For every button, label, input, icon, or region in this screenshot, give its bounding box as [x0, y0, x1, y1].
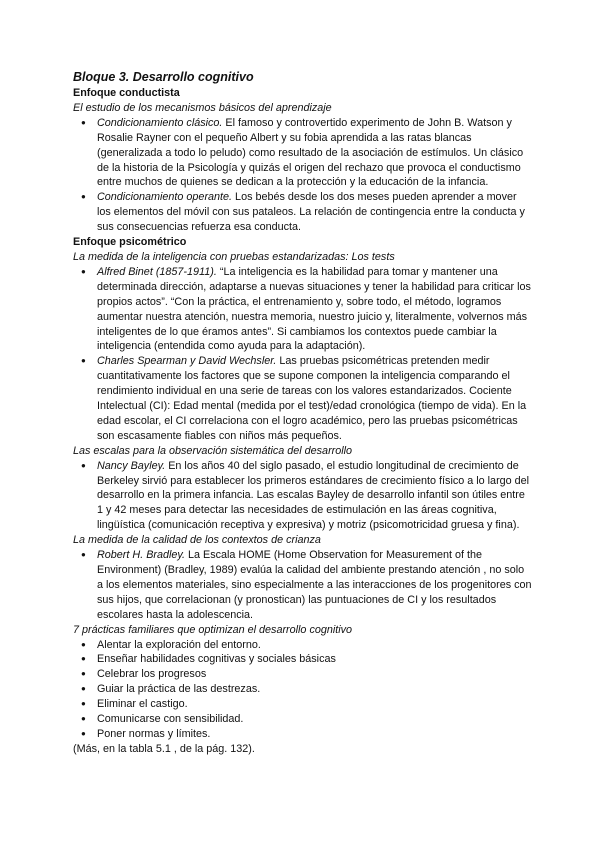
list-item [85, 116, 533, 191]
bullet-list [73, 638, 533, 742]
list-item: ● Enseñar habilidades cognitivas y sociales básicas [85, 652, 533, 667]
list-item: ● Guiar la práctica de las destrezas. [85, 682, 533, 697]
item-text: Las pruebas psicométricas pretenden medir cuantitativamente los factores que se supone componen la inteligencia comparando el rendimiento individual en una serie de tareas con los valores estandarizados. Cociente Intelectual (CI): Edad mental (medida por el test)/edad cronológica (tiempo de vida). En la edad escolar, el CI correlaciona con el logro académico, pero las pruebas psicométricas son escasamente fiables con niños más pequeños. [97, 355, 527, 442]
item-lead: Charles Spearman y David Wechsler. [97, 355, 277, 368]
block-title: Bloque 3. Desarrollo cognitivo [73, 70, 254, 84]
document-page [73, 70, 533, 757]
list-item [85, 265, 533, 354]
item-lead: Condicionamiento clásico. [97, 116, 223, 129]
list-item [85, 459, 533, 534]
footnote: (Más, en la tabla 5.1 , de la pág. 132). [73, 742, 255, 755]
section-heading: Enfoque psicométrico [73, 236, 187, 249]
list-item [85, 354, 533, 443]
item-lead: Nancy Bayley. [97, 459, 166, 472]
item-text: La Escala HOME (Home Observation for Measurement of the Environment) (Bradley, 1989) evalúa la calidad del ambiente prestando atención , no solo a los elementos materiales, sino especialmente a las interacciones de los progenitores con sus hijos, que correlacionan (y pronostican) las puntuaciones de CI y los resultados escolares hasta la adolescencia. [97, 549, 532, 621]
list-item [85, 548, 533, 623]
item-lead: Condicionamiento operante. [97, 191, 233, 204]
list-item: ● Eliminar el castigo. [85, 697, 533, 712]
section-heading: Enfoque conductista [73, 87, 180, 99]
item-lead: Robert H. Bradley. [97, 549, 186, 562]
item-text: Los bebés desde los dos meses pueden aprender a mover los elementos del móvil con sus pataleos. La relación de contingencia entre la conducta y sus consecuencias refuerza esa conducta. [97, 191, 525, 234]
item-text: En los años 40 del siglo pasado, el estudio longitudinal de crecimiento de Berkeley sirvió para establecer los primeros estándares de crecimiento físico a lo largo del desarrollo en la primera infancia. Las escalas Bayley de desarrollo infantil son útiles entre 1 y 42 meses para detectar las necesidades de estimulación en las áreas cognitiva, lingüística (comunicación receptiva y expresiva) y motriz (psicomotricidad gruesa y fina). [97, 459, 530, 532]
list-item: ● Celebrar los progresos [85, 667, 533, 682]
item-text: El famoso y controvertido experimento de John B. Watson y Rosalie Rayner con el pequeño Albert y su fobia aprendida a las ratas blancas (generalizada a todo lo peludo) como resultado de la asociación de estímulos. Un clásico de la historia de la Psicología y quizás el origen del rechazo que provoca el conductismo entre muchos de quienes se dedican a la protección y la educación de la infancia. [97, 116, 524, 189]
subsection-title: La medida de la inteligencia con pruebas estandarizadas: Los tests [73, 250, 395, 263]
item-lead: Alfred Binet (1857-1911). [97, 265, 217, 278]
bullet-list [73, 116, 533, 235]
list-item: ● Comunicarse con sensibilidad. [85, 712, 533, 727]
bullet-list [73, 548, 533, 623]
subsection-title: Las escalas para la observación sistemática del desarrollo [73, 444, 353, 457]
bullet-list [73, 265, 533, 444]
item-text: “La inteligencia es la habilidad para tomar y mantener una determinada dirección, adaptarse a nuevas situaciones y tener la habilidad para criticar los propios actos”. “Con la práctica, el entrenamiento y, sobre todo, el método, logramos aumentar nuestra atención, nuestra memoria, nuestro juicio y, literalmente, volvernos más inteligentes de lo que éramos antes”. Si cambiamos los contextos puede cambiar la inteligencia (entendida como ayuda para la adaptación). [97, 265, 531, 353]
list-item: ● Alentar la exploración del entorno. [85, 638, 533, 653]
list-item [85, 190, 533, 235]
subsection-title: La medida de la calidad de los contextos de crianza [73, 534, 321, 547]
bullet-list [73, 459, 533, 534]
subsection-title: 7 prácticas familiares que optimizan el desarrollo cognitivo [73, 623, 353, 636]
subsection-title: El estudio de los mecanismos básicos del aprendizaje [73, 101, 332, 114]
list-item: ● Poner normas y límites. [85, 727, 533, 742]
